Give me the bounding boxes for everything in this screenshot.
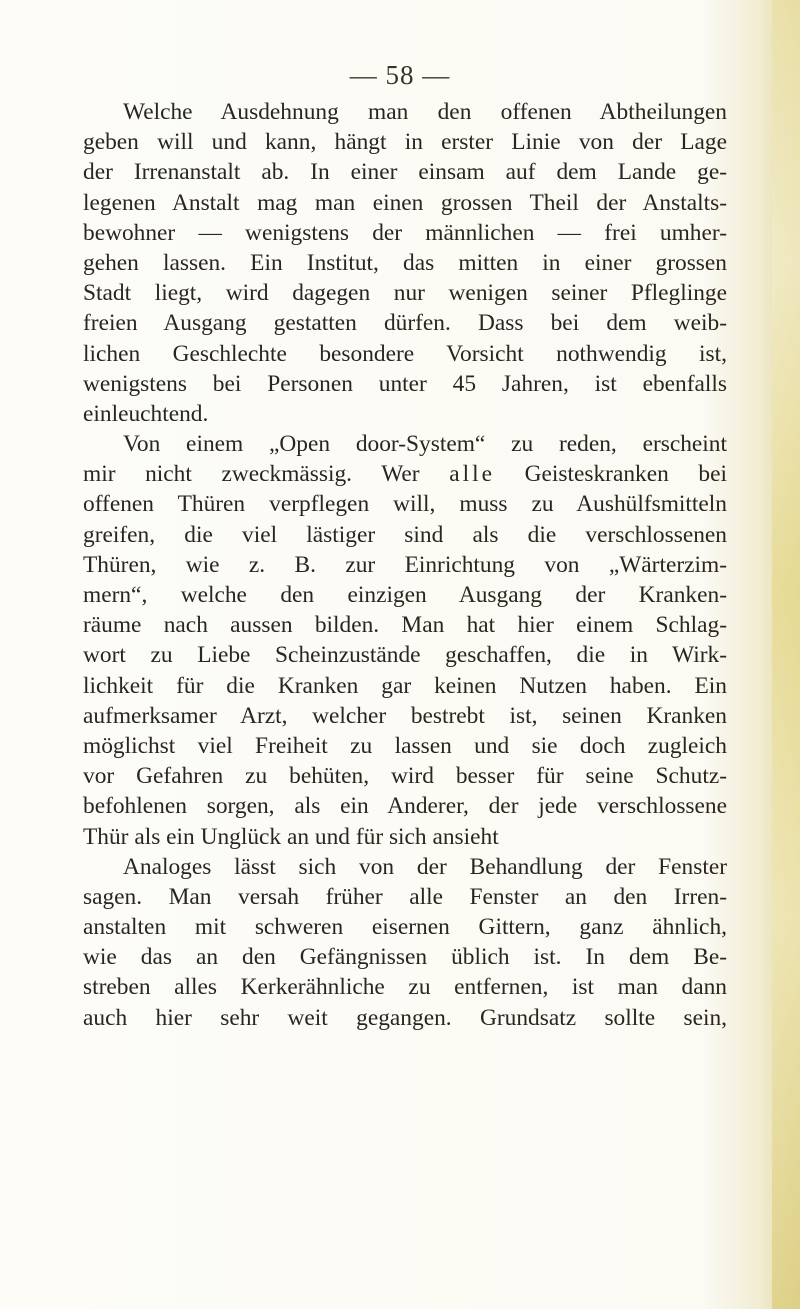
text-line: offenen Thüren verpflegen will, muss zu Aushülfsmitteln <box>83 491 727 518</box>
text-line: einleuchtend. <box>83 400 209 427</box>
text-line: geben will und kann, hängt in erster Linie von der Lage <box>83 129 727 156</box>
text-line: freien Ausgang gestatten dürfen. Dass bei dem weib- <box>83 310 727 337</box>
text-line: sagen. Man versah früher alle Fenster an den Irren- <box>83 883 727 910</box>
text-line: Stadt liegt, wird dagegen nur wenigen seiner Pfleglinge <box>83 280 727 307</box>
text-line: der Irrenanstalt ab. In einer einsam auf dem Lande ge- <box>83 159 727 186</box>
text-segment: mir nicht zweckmässig. Wer <box>83 461 420 488</box>
page-edge-discoloration <box>772 0 800 1309</box>
text-line: Welche Ausdehnung man den offenen Abtheilungen <box>123 99 727 125</box>
text-line: auch hier sehr weit gegangen. Grundsatz sollte sein, <box>83 1004 727 1031</box>
text-line: möglichst viel Freiheit zu lassen und sie doch zugleich <box>83 732 727 759</box>
text-line: anstalten mit schweren eisernen Gittern, ganz ähnlich, <box>83 914 727 941</box>
text-line: bewohner — wenigstens der männlichen — frei umher- <box>83 219 727 246</box>
text-line: gehen lassen. Ein Institut, das mitten in einer grossen <box>83 249 727 276</box>
text-line: Von einem „Open door-System“ zu reden, erscheint <box>123 431 727 458</box>
text-line: Thüren, wie z. B. zur Einrichtung von „Wärterzim- <box>83 551 727 578</box>
text-line: befohlenen sorgen, als ein Anderer, der jede verschlossene <box>83 793 727 820</box>
text-line: lichen Geschlechte besondere Vorsicht nothwendig ist, <box>83 340 727 367</box>
text-line: lichkeit für die Kranken gar keinen Nutzen haben. Ein <box>83 672 727 699</box>
body-text <box>83 97 727 1033</box>
text-line <box>83 459 727 489</box>
text-line: räume nach aussen bilden. Man hat hier einem Schlag- <box>83 612 727 639</box>
emphasized-word: alle <box>449 461 495 488</box>
text-line: mern“, welche den einzigen Ausgang der Kranken- <box>83 582 727 608</box>
text-line: wenigstens bei Personen unter 45 Jahren, ist ebenfalls <box>83 370 727 397</box>
text-line: wort zu Liebe Scheinzustände geschaffen, die in Wirk- <box>83 642 727 669</box>
text-line: legenen Anstalt mag man einen grossen Theil der Anstalts- <box>83 189 727 216</box>
text-line: Analoges lässt sich von der Behandlung der Fenster <box>123 853 727 880</box>
text-line: greifen, die viel lästiger sind als die verschlossenen <box>83 521 727 548</box>
text-line: vor Gefahren zu behüten, wird besser für seine Schutz- <box>83 763 727 790</box>
text-line: aufmerksamer Arzt, welcher bestrebt ist, seinen Kranken <box>83 702 727 729</box>
text-line: Thür als ein Unglück an und für sich ansieht <box>83 823 499 850</box>
text-segment: Geisteskranken bei <box>524 461 727 488</box>
text-line: streben alles Kerkerähnliche zu entfernen, ist man dann <box>83 974 727 1001</box>
page-number: — 58 — <box>349 60 451 90</box>
text-line: wie das an den Gefängnissen üblich ist. In dem Be- <box>83 944 727 971</box>
